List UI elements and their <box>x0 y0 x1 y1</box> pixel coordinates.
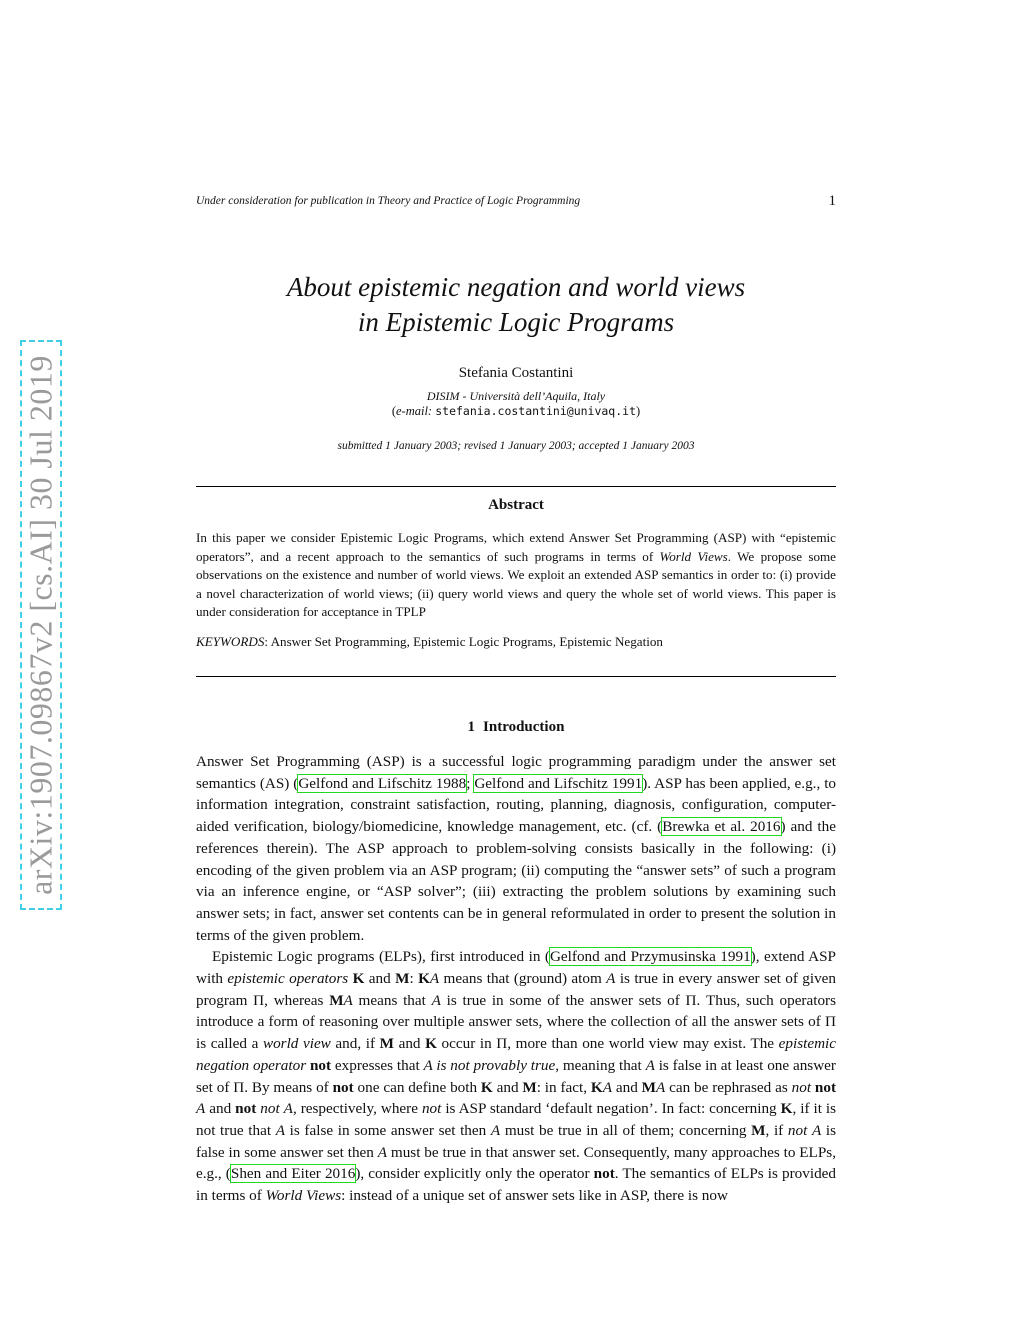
section-number: 1 <box>467 719 476 735</box>
operator-not: not <box>811 1078 836 1096</box>
page-number: 1 <box>828 193 836 209</box>
text: ), consider explicitly only the operator <box>355 1165 594 1183</box>
citation-link[interactable]: Gelfond and Lifschitz 1991 <box>474 774 643 792</box>
text: and <box>364 970 396 988</box>
operator-k: K <box>352 970 365 988</box>
emphasis: World Views <box>265 1187 342 1205</box>
text: can be rephrased as <box>665 1078 792 1096</box>
math-atom: A <box>490 1121 501 1139</box>
default-not: not <box>791 1078 812 1096</box>
running-head: Under consideration for publication in Theory and Practice of Logic Programming <box>196 195 581 207</box>
text: one can define both <box>353 1078 481 1096</box>
text: : <box>409 970 419 988</box>
text: and, if <box>330 1035 380 1053</box>
text: : in fact, <box>536 1078 591 1096</box>
email-close-paren: ) <box>636 404 641 418</box>
text: . The semantics of ELPs is provided in terms of <box>196 1165 836 1205</box>
citation-link[interactable]: Brewka et al. 2016 <box>662 818 781 836</box>
operator-m: M <box>522 1078 537 1096</box>
math-atom: A <box>602 1078 612 1096</box>
abstract-emph: World Views <box>659 548 728 564</box>
keywords-label: KEYWORDS <box>196 634 265 649</box>
math-atom: A <box>431 991 441 1009</box>
default-not: not <box>260 1100 280 1118</box>
operator-m: M <box>395 970 410 988</box>
abstract-text <box>196 529 836 622</box>
email-open-paren: ( <box>391 404 396 418</box>
text: , respectively, where <box>292 1100 422 1118</box>
math-atom: A <box>811 1121 822 1139</box>
operator-not: not <box>306 1056 332 1074</box>
text: Answer Set Programming (ASP) is a successful logic programming paradigm under the answer set semantics (AS) ( <box>196 753 836 792</box>
text: , if <box>765 1121 788 1139</box>
title-line-2: in Epistemic Logic Programs <box>357 307 675 337</box>
operator-k: K <box>780 1100 793 1118</box>
emphasis: world view <box>262 1035 331 1053</box>
author-email[interactable]: stefania.costantini@univaq.it <box>435 404 637 418</box>
math-atom: A <box>423 1056 433 1074</box>
arxiv-stamp: arXiv:1907.09867v2 [cs.AI] 30 Jul 2019 <box>22 355 59 895</box>
emphasis: epistemic operators <box>227 970 349 988</box>
text: and <box>393 1035 426 1053</box>
text: expresses that <box>331 1056 424 1074</box>
text: is false in some answer set then <box>196 1121 837 1161</box>
text: Epistemic Logic programs (ELPs), first introduced in ( <box>212 948 550 966</box>
intro-paragraph-2 <box>196 946 836 1206</box>
math-atom: A <box>645 1056 655 1074</box>
text: must be true in that answer set. Consequently, many approaches to ELPs, e.g., ( <box>196 1143 836 1183</box>
abstract-text-1: In this paper we consider Epistemic Logic Programs, which extend Answer Set Programming (ASP) with “epistemic operators”, and a recent approach to the semantics of such programs in terms of <box>196 530 836 564</box>
section-heading <box>196 719 836 736</box>
text: occur in Π, more than one world view may exist. The <box>436 1035 779 1053</box>
text: is true in every answer set of given program Π, whereas <box>196 970 837 1009</box>
author-email-line <box>196 404 836 419</box>
emphasis: epistemic negation operator <box>196 1035 837 1074</box>
math-atom: A <box>655 1078 666 1096</box>
text: ), extend ASP with <box>196 948 836 988</box>
operator-not: not <box>235 1100 257 1118</box>
abstract-heading: Abstract <box>488 497 544 513</box>
text: and <box>205 1100 236 1118</box>
operator-k: K <box>425 1035 437 1053</box>
text: ) and the references therein). The ASP approach to problem-solving consists basically in the following: (i) encoding of the given problem via an ASP program; (ii) computing the “answer sets” of such a program via an inference engine, or “ASP solver”; (iii) extracting the problem solutions by examining such answer sets; in fact, answer set contents can be in general reformulated in order to present the solution in terms of the given problem. <box>196 818 836 944</box>
text: must be true in all of them; concerning <box>500 1121 752 1139</box>
author-name: Stefania Costantini <box>458 365 574 381</box>
introduction-body <box>196 751 836 1207</box>
text: is false in some answer set then <box>285 1121 491 1139</box>
emphasis: is not provably true <box>432 1056 556 1074</box>
author-affiliation: DISIM - Università dell’Aquila, Italy <box>426 389 606 403</box>
keywords-text: : Answer Set Programming, Epistemic Logic Programs, Epistemic Negation <box>264 634 663 649</box>
text: is true in some of the answer sets of Π. Thus, such operators introduce a form of reasoning over multiple answer sets, where the collection of all the answer sets of Π is called a <box>196 991 837 1053</box>
operator-not: not <box>593 1165 615 1183</box>
abstract-text-2: . We propose some observations on the existence and number of world views. We exploit an extended ASP semantics in order to: (i) provide a novel characterization of world views; (ii) query world views and query the whole set of world views. This paper is under consideration for acceptance in TPLP <box>196 548 836 619</box>
citation-link[interactable]: Gelfond and Lifschitz 1988 <box>298 774 467 792</box>
submission-dates: submitted 1 January 2003; revised 1 January 2003; accepted 1 January 2003 <box>337 440 695 452</box>
operator-k: K <box>590 1078 603 1096</box>
intro-paragraph-1 <box>196 751 836 946</box>
abstract-top-rule <box>196 486 836 487</box>
citation-link[interactable]: Shen and Eiter 2016 <box>230 1165 356 1183</box>
operator-m: M <box>751 1121 766 1139</box>
math-atom: A <box>606 970 616 988</box>
paper-title <box>196 270 836 340</box>
operator-k: K <box>418 970 430 988</box>
math-atom: A <box>377 1143 388 1161</box>
operator-not: not <box>332 1078 354 1096</box>
operator-k: K <box>480 1078 493 1096</box>
math-atom: A <box>283 1100 293 1118</box>
text: and <box>612 1078 642 1096</box>
abstract-bottom-rule <box>196 676 836 677</box>
text: is false in at least one answer set of Π. By means of <box>196 1056 836 1096</box>
operator-m: M <box>329 991 344 1009</box>
text: , if it is not true that <box>196 1100 837 1139</box>
text: : instead of a unique set of answer sets like in ASP, there is now <box>341 1187 728 1205</box>
text: , meaning that <box>555 1056 646 1074</box>
math-atom: A <box>196 1100 206 1118</box>
math-atom: A <box>343 991 353 1009</box>
default-not: not <box>787 1121 808 1139</box>
default-not: not <box>421 1100 442 1118</box>
operator-m: M <box>641 1078 656 1096</box>
math-atom: A <box>275 1121 286 1139</box>
text: means that (ground) atom <box>439 970 607 988</box>
email-label: e-mail: <box>395 404 433 418</box>
section-title: Introduction <box>483 719 565 735</box>
text: means that <box>352 991 432 1009</box>
operator-m: M <box>379 1035 394 1053</box>
text: ; <box>466 774 475 792</box>
keywords <box>196 634 836 650</box>
citation-link[interactable]: Gelfond and Przymusinska 1991 <box>549 948 751 966</box>
math-atom: A <box>429 970 440 988</box>
text: ). ASP has been applied, e.g., to information integration, constraint satisfaction, routing, planning, diagnosis, configuration, computer-aided verification, biology/biomedicine, knowledge management, etc. (cf. ( <box>196 774 837 836</box>
title-line-1: About epistemic negation and world views <box>286 272 746 302</box>
text: and <box>492 1078 523 1096</box>
text: is ASP standard ‘default negation’. In fact: concerning <box>441 1100 781 1118</box>
